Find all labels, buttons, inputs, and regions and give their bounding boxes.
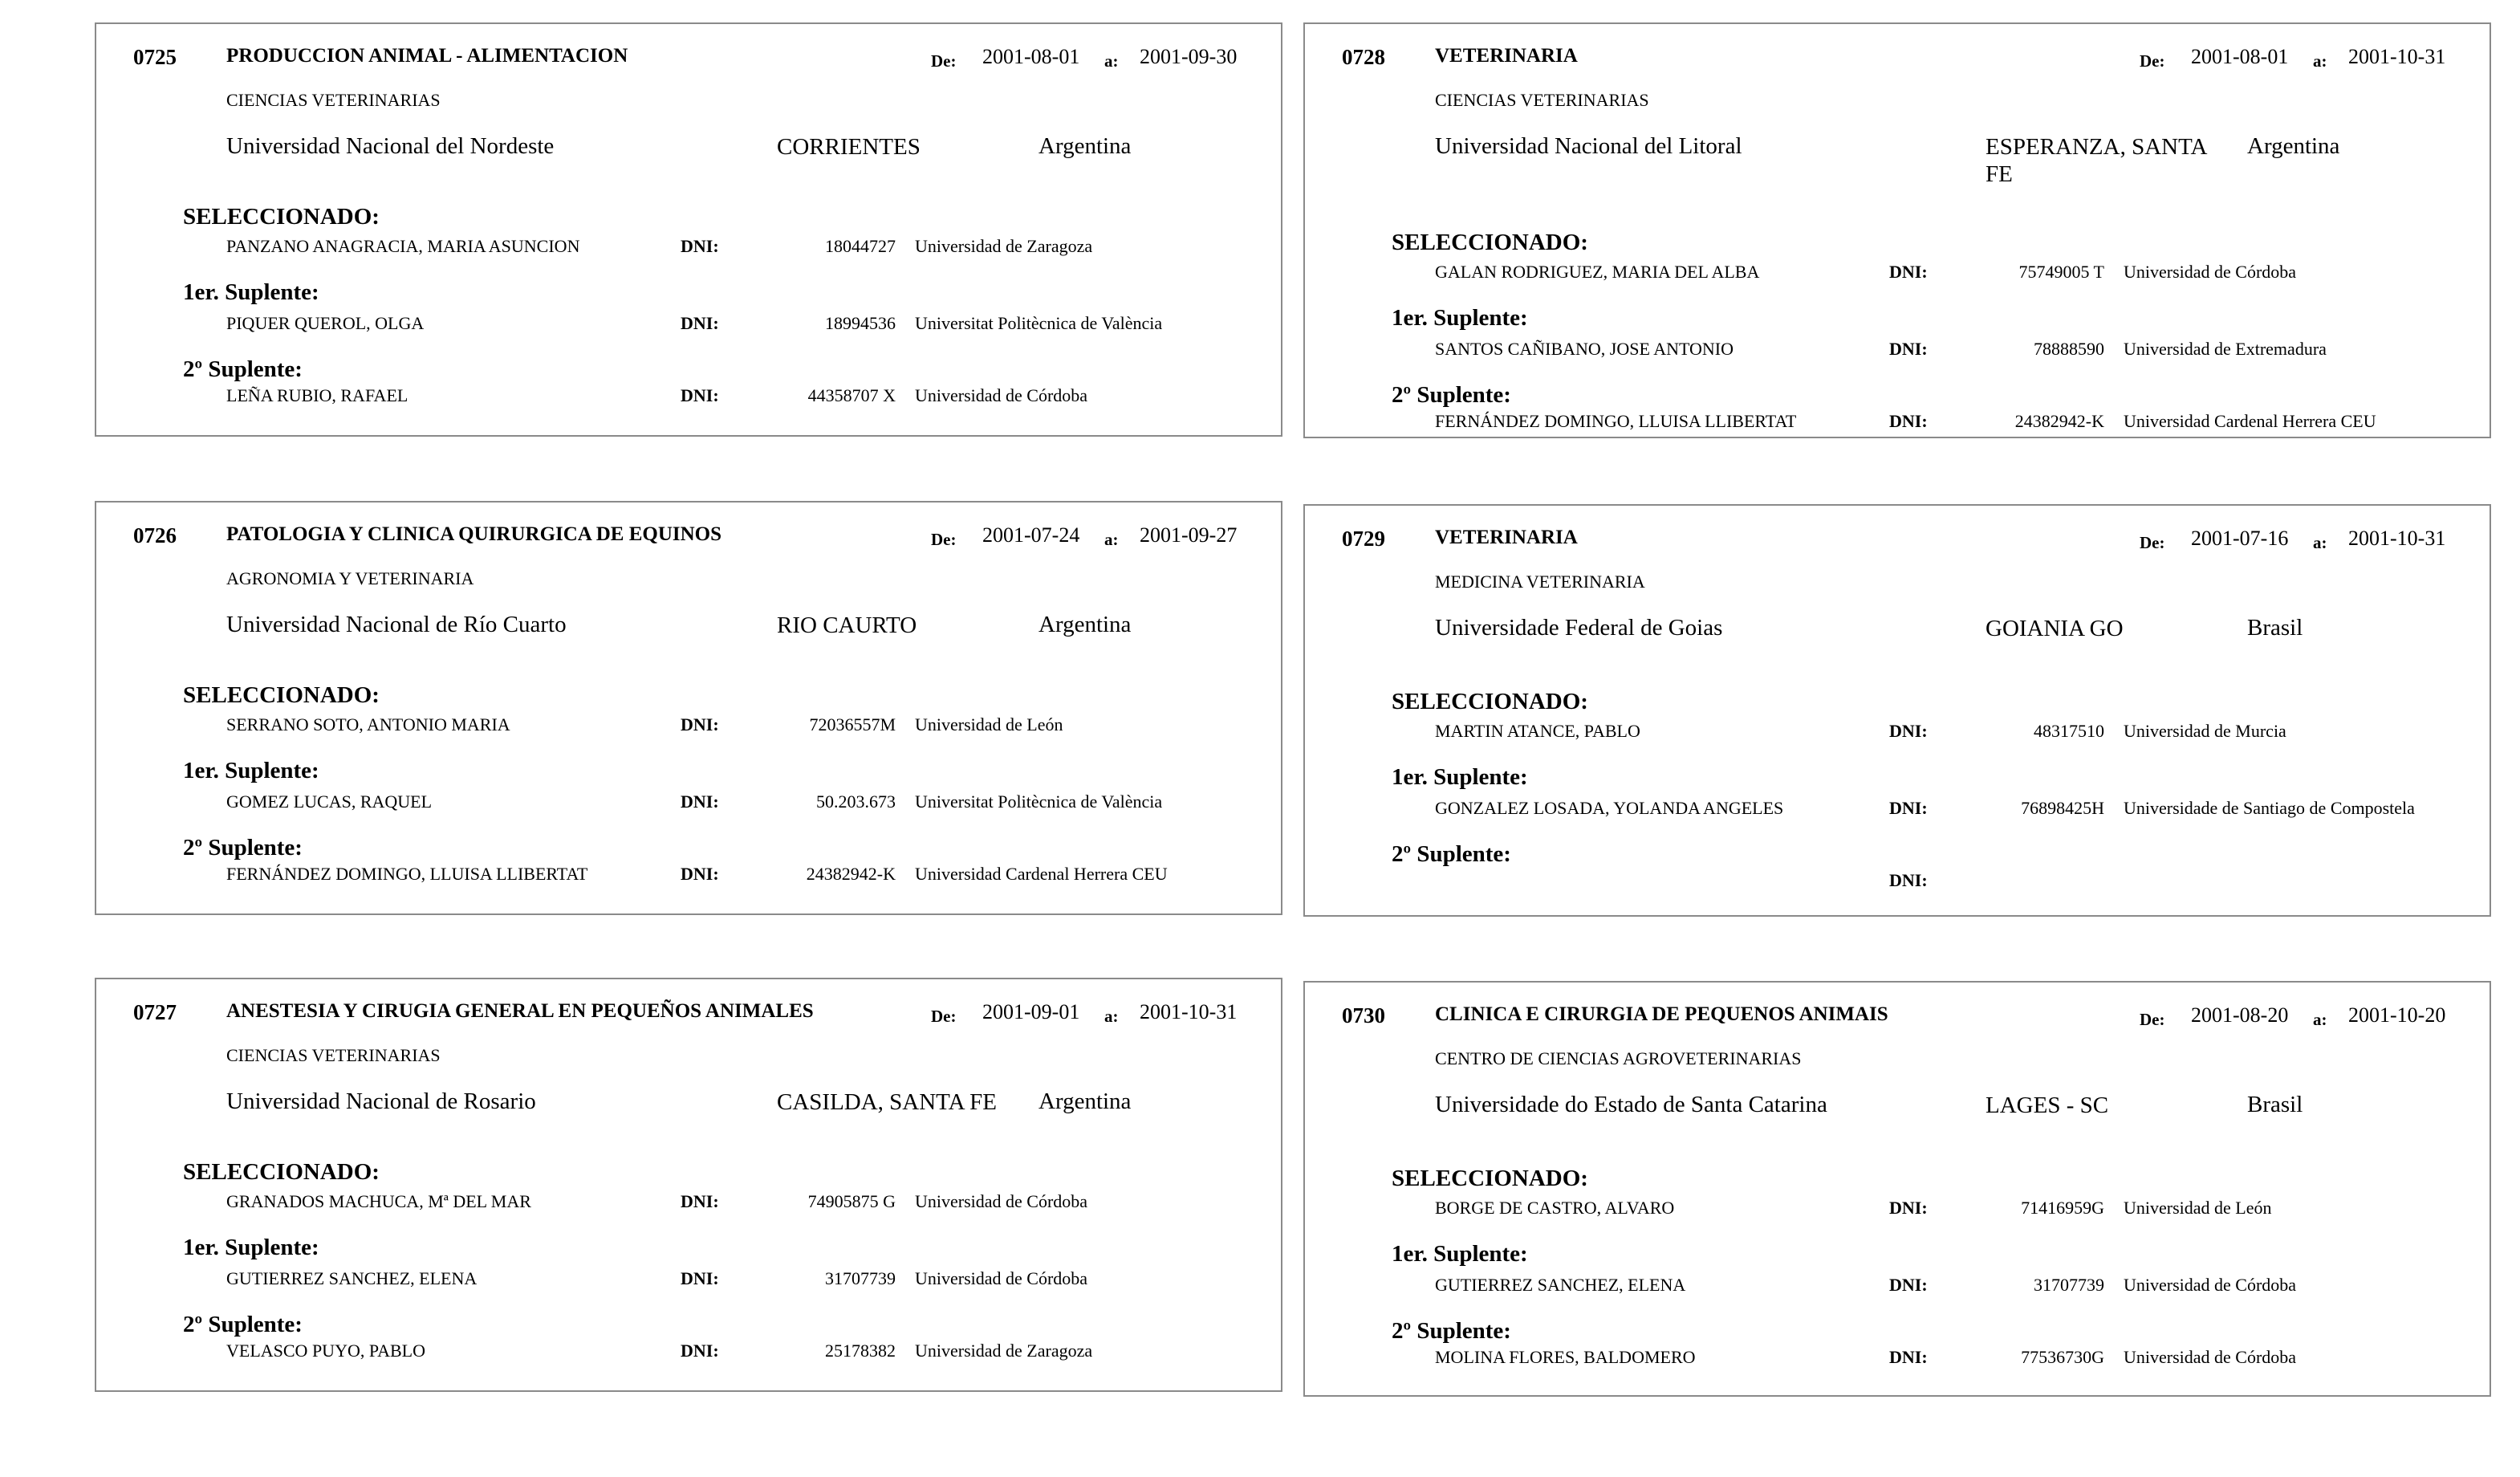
faculty: CENTRO DE CIENCIAS AGROVETERINARIAS [1435, 1048, 1802, 1068]
date-to: 2001-10-31 [2348, 527, 2446, 550]
placement-code: 0728 [1342, 45, 1385, 69]
alternate-2-heading: 2º Suplente: [1392, 1318, 1511, 1344]
placement-code: 0727 [133, 1000, 177, 1024]
alternate-2-name: FERNÁNDEZ DOMINGO, LLUISA LLIBERTAT [226, 864, 588, 884]
host-city: CASILDA, SANTA FE [777, 1089, 998, 1115]
selected-dni-label: DNI: [681, 1191, 719, 1211]
selected-heading: SELECCIONADO: [1392, 689, 1588, 714]
faculty: AGRONOMIA Y VETERINARIA [226, 568, 474, 588]
alternate-2-university: Universidad de Córdoba [915, 385, 1088, 405]
alternate-1-dni-label: DNI: [1889, 1275, 1928, 1295]
alternate-2-dni-label: DNI: [1889, 1347, 1928, 1367]
selected-heading: SELECCIONADO: [1392, 230, 1588, 255]
alternate-1-dni: 31707739 [825, 1268, 896, 1288]
date-to-label: a: [2313, 1010, 2327, 1029]
placement-card [95, 978, 1282, 1392]
host-city: RIO CAURTO [777, 612, 917, 638]
alternate-1-dni: 78888590 [2034, 339, 2104, 359]
faculty: CIENCIAS VETERINARIAS [1435, 90, 1649, 110]
date-from-label: De: [931, 530, 957, 549]
selected-university: Universidad de Murcia [2124, 721, 2286, 741]
alternate-1-name: SANTOS CAÑIBANO, JOSE ANTONIO [1435, 339, 1734, 359]
host-city: CORRIENTES [777, 134, 921, 160]
selected-dni-label: DNI: [1889, 1198, 1928, 1218]
alternate-2-university: Universidad de Zaragoza [915, 1341, 1093, 1361]
date-from-label: De: [2140, 51, 2165, 71]
alternate-1-name: GUTIERREZ SANCHEZ, ELENA [226, 1268, 478, 1288]
placement-code: 0729 [1342, 527, 1385, 551]
alternate-1-heading: 1er. Suplente: [1392, 764, 1528, 790]
alternate-2-name: MOLINA FLORES, BALDOMERO [1435, 1347, 1696, 1367]
host-university: Universidad Nacional del Litoral [1435, 133, 1742, 159]
date-from: 2001-07-24 [982, 523, 1080, 547]
date-from-label: De: [2140, 1010, 2165, 1029]
alternate-1-university: Universitat Politècnica de València [915, 791, 1163, 812]
selected-dni-label: DNI: [1889, 262, 1928, 282]
placement-title: ANESTESIA Y CIRUGIA GENERAL EN PEQUEÑOS ANIMALES [226, 1000, 814, 1022]
date-from: 2001-08-20 [2191, 1003, 2289, 1027]
selected-university: Universidad de Córdoba [915, 1191, 1088, 1211]
selected-dni: 71416959G [2021, 1198, 2104, 1218]
selected-heading: SELECCIONADO: [183, 682, 380, 708]
date-to: 2001-09-30 [1140, 45, 1238, 68]
selected-dni: 75749005 T [2018, 262, 2104, 282]
alternate-1-dni: 76898425H [2021, 798, 2104, 818]
faculty: CIENCIAS VETERINARIAS [226, 1045, 441, 1065]
selected-name: BORGE DE CASTRO, ALVARO [1435, 1198, 1675, 1218]
selected-heading: SELECCIONADO: [183, 204, 380, 230]
alternate-2-heading: 2º Suplente: [183, 835, 303, 861]
placement-card [1303, 22, 2491, 438]
selected-dni-label: DNI: [1889, 721, 1928, 741]
selected-dni: 72036557M [809, 714, 896, 734]
alternate-2-heading: 2º Suplente: [1392, 382, 1511, 408]
placement-title: CLINICA E CIRURGIA DE PEQUENOS ANIMAIS [1435, 1003, 1888, 1025]
alternate-2-name: VELASCO PUYO, PABLO [226, 1341, 425, 1361]
host-country: Argentina [1038, 1088, 1132, 1114]
date-from: 2001-08-01 [2191, 45, 2289, 68]
alternate-1-university: Universidad de Córdoba [915, 1268, 1088, 1288]
alternate-1-heading: 1er. Suplente: [1392, 305, 1528, 331]
alternate-2-heading: 2º Suplente: [183, 1312, 303, 1337]
alternate-2-dni-label: DNI: [681, 1341, 719, 1361]
alternate-1-name: PIQUER QUEROL, OLGA [226, 313, 425, 333]
date-to: 2001-10-31 [2348, 45, 2446, 68]
alternate-1-dni-label: DNI: [1889, 798, 1928, 818]
alternate-1-dni: 31707739 [2034, 1275, 2104, 1295]
alternate-1-dni-label: DNI: [681, 313, 719, 333]
selected-dni-label: DNI: [681, 714, 719, 734]
placement-card [1303, 504, 2491, 917]
selected-dni: 74905875 G [807, 1191, 896, 1211]
host-university: Universidade Federal de Goias [1435, 615, 1723, 641]
date-from: 2001-08-01 [982, 45, 1080, 68]
alternate-2-dni: 25178382 [825, 1341, 896, 1361]
placement-title: PRODUCCION ANIMAL - ALIMENTACION [226, 45, 628, 67]
alternate-1-dni: 18994536 [825, 313, 896, 333]
host-university: Universidad Nacional del Nordeste [226, 133, 555, 159]
host-university: Universidad Nacional de Río Cuarto [226, 612, 567, 637]
date-from: 2001-09-01 [982, 1000, 1080, 1023]
alternate-1-heading: 1er. Suplente: [1392, 1241, 1528, 1267]
selected-name: MARTIN ATANCE, PABLO [1435, 721, 1640, 741]
alternate-1-heading: 1er. Suplente: [183, 1235, 319, 1260]
alternate-2-university: Universidad de Córdoba [2124, 1347, 2297, 1367]
host-country: Argentina [1038, 133, 1132, 159]
faculty: CIENCIAS VETERINARIAS [226, 90, 441, 110]
selected-heading: SELECCIONADO: [1392, 1166, 1588, 1191]
alternate-2-dni-label: DNI: [681, 385, 719, 405]
host-city: ESPERANZA, SANTA FE [1986, 134, 2206, 187]
date-to: 2001-09-27 [1140, 523, 1238, 547]
alternate-2-name: LEÑA RUBIO, RAFAEL [226, 385, 408, 405]
placement-title: PATOLOGIA Y CLINICA QUIRURGICA DE EQUINOS [226, 523, 722, 545]
selected-name: GALAN RODRIGUEZ, MARIA DEL ALBA [1435, 262, 1760, 282]
alternate-2-heading: 2º Suplente: [183, 356, 303, 382]
placement-code: 0726 [133, 523, 177, 547]
alternate-1-dni-label: DNI: [681, 791, 719, 812]
alternate-2-dni: 44358707 X [807, 385, 896, 405]
host-country: Brasil [2247, 1092, 2303, 1117]
date-from-label: De: [2140, 533, 2165, 552]
selected-name: GRANADOS MACHUCA, Mª DEL MAR [226, 1191, 531, 1211]
host-country: Argentina [1038, 612, 1132, 637]
faculty: MEDICINA VETERINARIA [1435, 572, 1645, 592]
selected-name: SERRANO SOTO, ANTONIO MARIA [226, 714, 510, 734]
alternate-2-name: FERNÁNDEZ DOMINGO, LLUISA LLIBERTAT [1435, 411, 1797, 431]
placement-code: 0725 [133, 45, 177, 69]
date-to-label: a: [2313, 51, 2327, 71]
placement-card [1303, 981, 2491, 1397]
host-country: Argentina [2247, 133, 2340, 159]
alternate-1-heading: 1er. Suplente: [183, 279, 319, 305]
selected-dni-label: DNI: [681, 236, 719, 256]
placement-card [95, 22, 1282, 437]
host-city: GOIANIA GO [1986, 616, 2124, 641]
alternate-2-dni: 24382942-K [806, 864, 896, 884]
date-from: 2001-07-16 [2191, 527, 2289, 550]
date-to-label: a: [1104, 51, 1119, 71]
host-university: Universidad Nacional de Rosario [226, 1088, 536, 1114]
alternate-1-name: GUTIERREZ SANCHEZ, ELENA [1435, 1275, 1686, 1295]
placement-card [95, 501, 1282, 915]
alternate-1-dni-label: DNI: [681, 1268, 719, 1288]
alternate-2-university: Universidad Cardenal Herrera CEU [2124, 411, 2376, 431]
alternate-2-dni: 24382942-K [2014, 411, 2104, 431]
selected-university: Universidad de Córdoba [2124, 262, 2297, 282]
date-from-label: De: [931, 51, 957, 71]
alternate-1-university: Universidad de Extremadura [2124, 339, 2327, 359]
date-to: 2001-10-20 [2348, 1003, 2446, 1027]
selected-university: Universidad de León [915, 714, 1063, 734]
selected-heading: SELECCIONADO: [183, 1159, 380, 1185]
selected-name: PANZANO ANAGRACIA, MARIA ASUNCION [226, 236, 580, 256]
host-country: Brasil [2247, 615, 2303, 641]
alternate-2-dni-label: DNI: [681, 864, 719, 884]
date-to: 2001-10-31 [1140, 1000, 1238, 1023]
host-city: LAGES - SC [1986, 1092, 2109, 1118]
selected-dni: 48317510 [2034, 721, 2104, 741]
selected-dni: 18044727 [825, 236, 896, 256]
alternate-1-name: GONZALEZ LOSADA, YOLANDA ANGELES [1435, 798, 1784, 818]
placement-title: VETERINARIA [1435, 527, 1578, 548]
alternate-2-heading: 2º Suplente: [1392, 841, 1511, 867]
placement-code: 0730 [1342, 1003, 1385, 1027]
alternate-1-university: Universitat Politècnica de València [915, 313, 1163, 333]
alternate-1-university: Universidad de Córdoba [2124, 1275, 2297, 1295]
selected-university: Universidad de León [2124, 1198, 2272, 1218]
alternate-1-heading: 1er. Suplente: [183, 758, 319, 783]
date-to-label: a: [1104, 530, 1119, 549]
alternate-2-dni: 77536730G [2021, 1347, 2104, 1367]
placement-title: VETERINARIA [1435, 45, 1578, 67]
host-university: Universidade do Estado de Santa Catarina [1435, 1092, 1827, 1117]
alternate-1-name: GOMEZ LUCAS, RAQUEL [226, 791, 433, 812]
alternate-2-dni-label: DNI: [1889, 411, 1928, 431]
alternate-2-university: Universidad Cardenal Herrera CEU [915, 864, 1168, 884]
date-to-label: a: [1104, 1007, 1119, 1026]
alternate-1-dni: 50.203.673 [816, 791, 896, 812]
alternate-1-university: Universidade de Santiago de Compostela [2124, 798, 2415, 818]
date-to-label: a: [2313, 533, 2327, 552]
alternate-1-dni-label: DNI: [1889, 339, 1928, 359]
date-from-label: De: [931, 1007, 957, 1026]
selected-university: Universidad de Zaragoza [915, 236, 1093, 256]
alternate-2-dni-label: DNI: [1889, 870, 1928, 890]
